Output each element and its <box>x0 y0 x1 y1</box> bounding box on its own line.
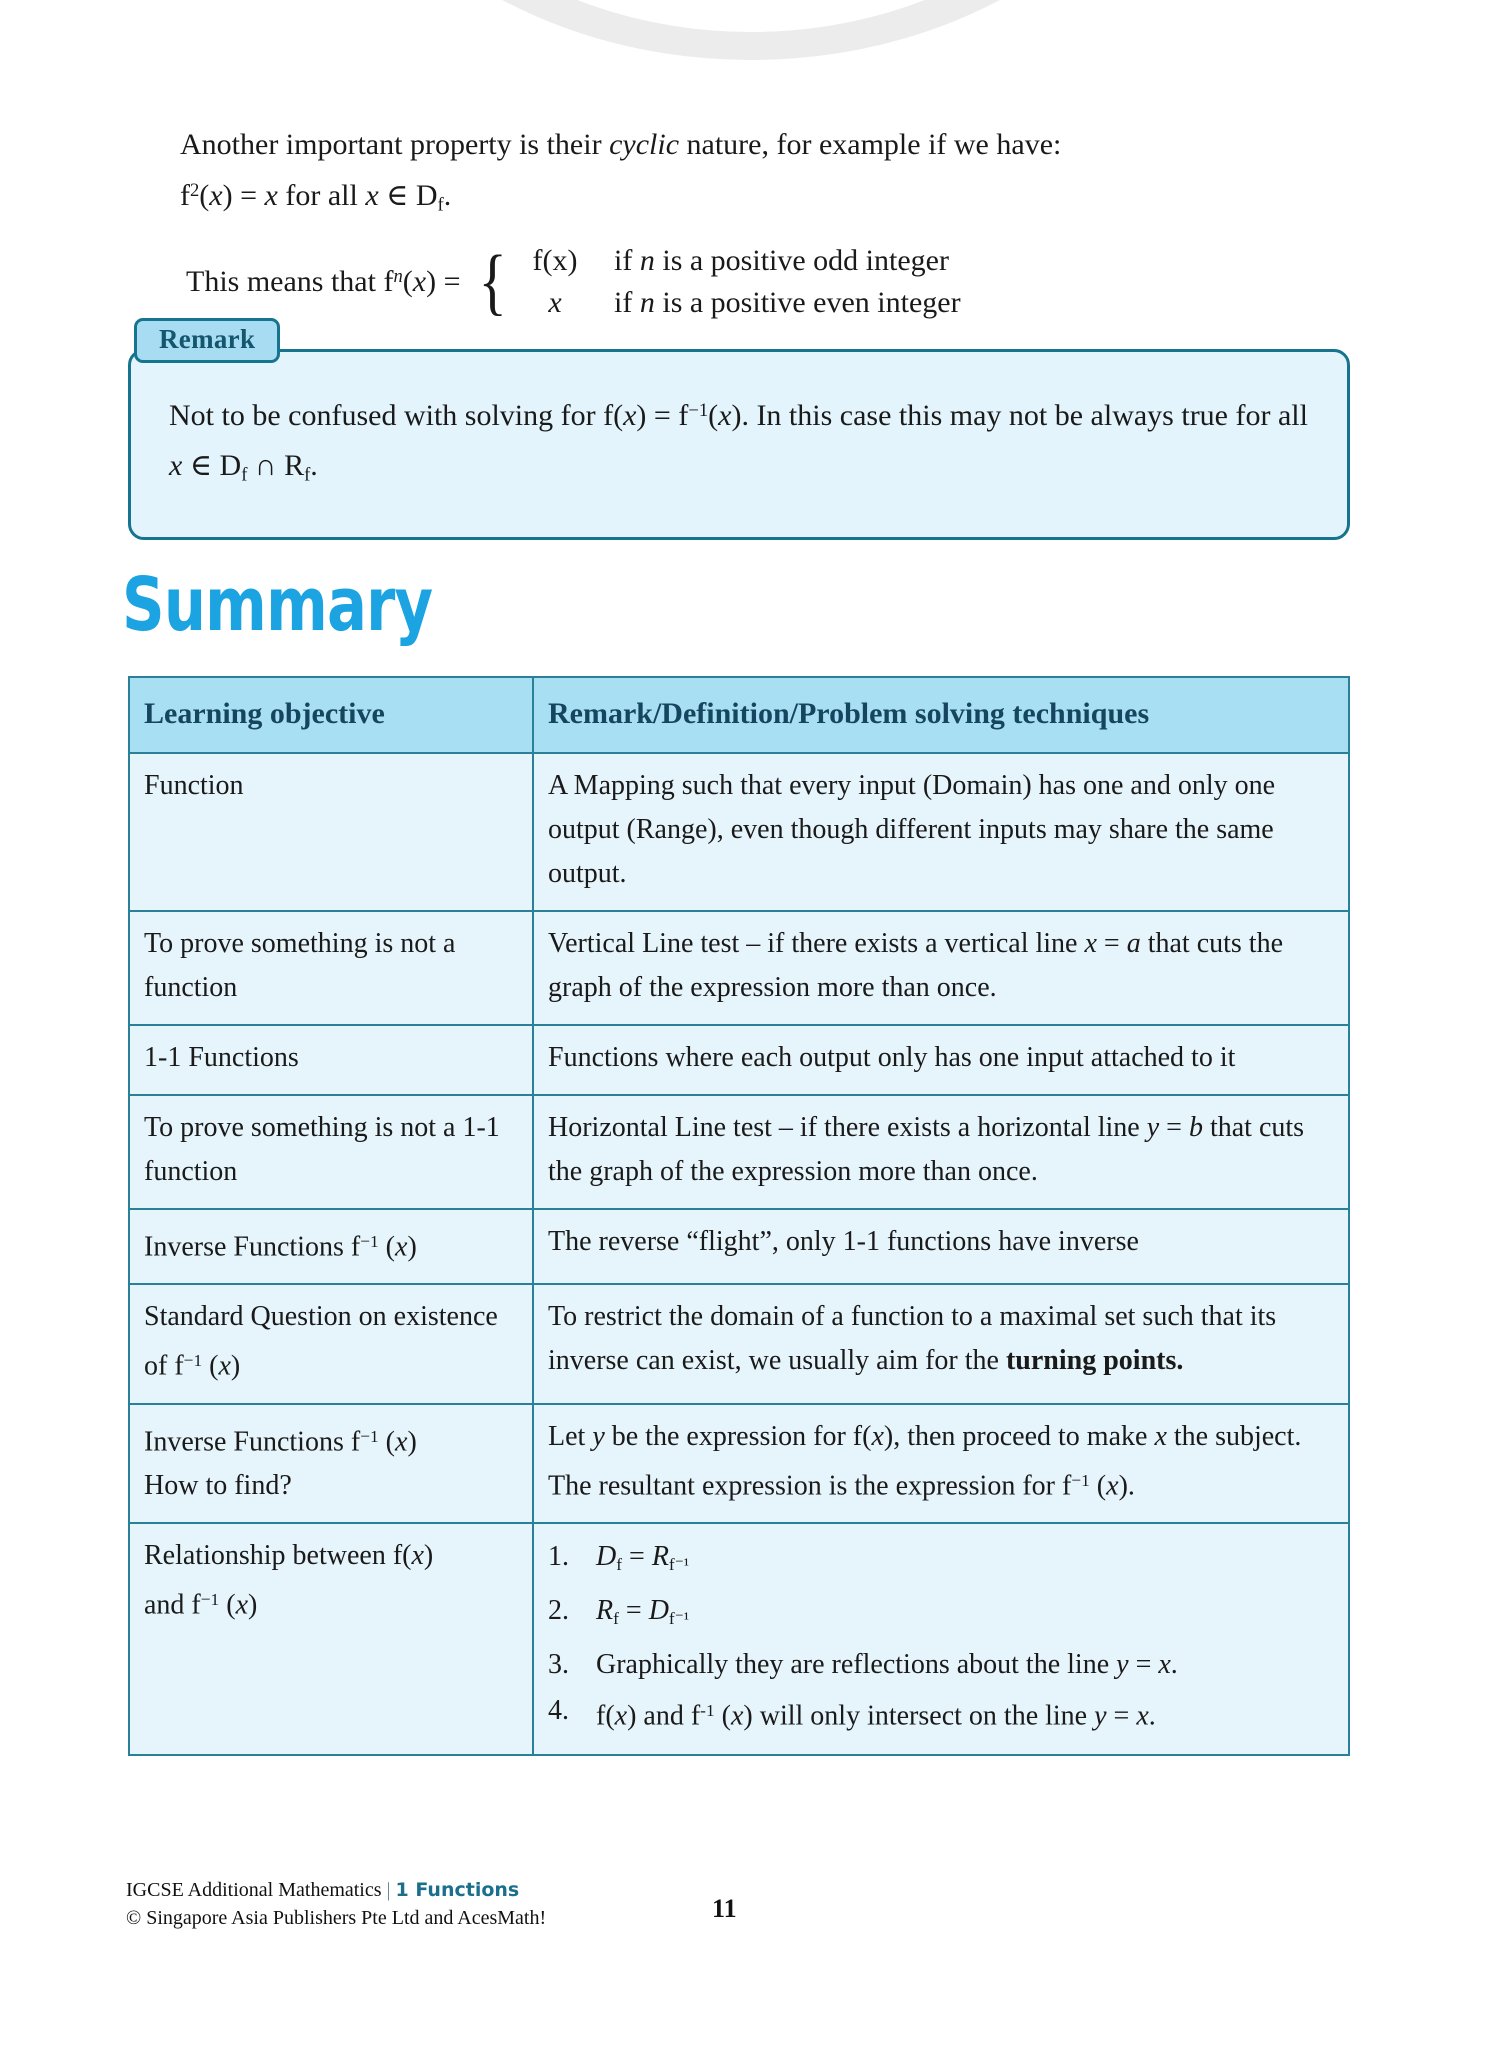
table-row <box>129 753 1349 911</box>
intro-x3: x <box>365 178 379 212</box>
piecewise-lead <box>186 265 461 299</box>
cell-detail: A Mapping such that every input (Domain) has one and only one output (Range), even though different inputs may share the same output. <box>533 753 1349 911</box>
piecewise-row-odd <box>516 240 961 282</box>
cell-objective: 1-1 Functions <box>129 1025 533 1095</box>
table-header-objective: Learning objective <box>129 677 533 753</box>
piecewise-equals: ) = <box>426 265 461 298</box>
table-row <box>129 1284 1349 1403</box>
intro-domain: ∈ D <box>378 178 438 212</box>
intro-formula-line <box>180 168 1180 229</box>
piecewise-value-odd: f(x) <box>532 244 578 277</box>
intro-paragraph <box>180 122 1180 229</box>
relationship-list <box>548 1534 1334 1740</box>
piecewise-exponent-n: n <box>393 266 403 288</box>
remark-text-a: Not to be confused with solving for f( <box>169 398 624 432</box>
remark-text-d: ). In this case this may not be always <box>731 398 1174 432</box>
cell-detail: To restrict the domain of a function to a maximal set such that its inverse can exist, we usually aim for the turning points. <box>533 1284 1349 1403</box>
intro-domain-sub: f <box>437 194 444 216</box>
intro-eq: ) = <box>222 178 265 212</box>
footer-line-1 <box>126 1876 546 1904</box>
intro-text-a: Another important property is their <box>180 128 610 161</box>
cell-detail: The reverse “flight”, only 1-1 functions have inverse <box>533 1209 1349 1284</box>
intro-x1: x <box>209 178 223 212</box>
remark-text-b: ) = f <box>636 398 689 432</box>
page-number: 11 <box>712 1894 737 1923</box>
table-row <box>129 1523 1349 1755</box>
remark-text-h: . <box>310 448 318 482</box>
cell-objective: Inverse Functions $f^{-1}$ (x) How to find? <box>129 1404 533 1523</box>
piecewise-definition <box>186 240 961 324</box>
list-item: 4. f(x) and $f^{-1}$ (x) will only intersect on the line y = x. <box>548 1695 1156 1732</box>
table-header-row <box>129 677 1349 753</box>
intro-forall: for all <box>277 178 366 212</box>
remark-x1: x <box>623 398 637 432</box>
table-row <box>129 1095 1349 1209</box>
intro-period: . <box>443 178 452 212</box>
intro-paren-open: ( <box>199 178 210 212</box>
footer-copyright: © Singapore Asia Publishers Pte Ltd and AcesMath! <box>126 1907 547 1929</box>
page-top-arc-inner <box>341 0 1161 32</box>
piecewise-condition-even: if n is a positive even integer <box>614 286 961 319</box>
remark-callout <box>128 318 1350 540</box>
page-footer <box>126 1876 546 1932</box>
table-row <box>129 911 1349 1025</box>
cell-detail: Functions where each output only has one input attached to it <box>533 1025 1349 1095</box>
remark-tab-label: Remark <box>134 318 280 363</box>
cell-detail: Horizontal Line test – if there exists a horizontal line y = b that cuts the graph of the expression more than once. <box>533 1095 1349 1209</box>
remark-sub1: f <box>241 464 248 486</box>
cell-objective: Relationship between f(x) and $f^{-1}$ (x) <box>129 1523 533 1755</box>
cell-objective: To prove something is not a 1-1 function <box>129 1095 533 1209</box>
cell-objective: Inverse Functions $f^{-1}$ (x) <box>129 1209 533 1284</box>
remark-x2: x <box>718 398 732 432</box>
piecewise-rows <box>516 240 961 324</box>
list-item: 2. $R_f = D_{f^{-1}}$ <box>548 1595 690 1629</box>
piecewise-lead-a: This means that f <box>186 265 394 298</box>
cell-detail: Vertical Line test – if there exists a vertical line x = a that cuts the graph of the expression more than once. <box>533 911 1349 1025</box>
table-header-remark: Remark/Definition/Problem solving techniques <box>533 677 1349 753</box>
intro-x2: x <box>264 178 278 212</box>
remark-box-body <box>128 349 1350 540</box>
piecewise-x: x <box>412 265 427 298</box>
remark-x3: x <box>169 448 183 482</box>
intro-text-b: nature, for example if we have: <box>679 128 1062 161</box>
intro-exponent: 2 <box>190 180 200 201</box>
remark-text-g: ∩ R <box>247 448 305 482</box>
summary-table <box>128 676 1350 1756</box>
piecewise-paren-open: ( <box>402 265 413 298</box>
footer-separator: | <box>381 1879 396 1901</box>
cell-detail: Let y be the expression for f(x), then proceed to make x the subject. The resultant expression is the expression for $f^{-1}$ (x). <box>533 1404 1349 1523</box>
footer-book-title: IGCSE Additional Mathematics <box>126 1879 382 1901</box>
summary-heading: Summary <box>122 562 433 648</box>
table-row <box>129 1209 1349 1284</box>
remark-inverse-sup: −1 <box>688 400 709 421</box>
cell-objective: To prove something is not a function <box>129 911 533 1025</box>
remark-sub2: f <box>304 464 311 486</box>
curly-brace-icon: { <box>478 241 507 323</box>
list-item: 3. Graphically they are reflections about the line y = x. <box>548 1649 1178 1681</box>
intro-cyclic-italic: cyclic <box>609 128 680 161</box>
cell-detail-list <box>533 1523 1349 1755</box>
table-row <box>129 1025 1349 1095</box>
cell-objective: Function <box>129 753 533 911</box>
footer-chapter: 1 Functions <box>395 1879 520 1901</box>
remark-text-c: ( <box>708 398 719 432</box>
piecewise-condition-odd: if n is a positive odd integer <box>614 244 949 277</box>
remark-text-f: ∈ D <box>182 448 242 482</box>
intro-f: f <box>180 178 190 212</box>
cell-objective: Standard Question on existence of $f^{-1}$ (x) <box>129 1284 533 1403</box>
piecewise-value-even: x <box>548 286 562 319</box>
remark-text-e: true for all <box>1181 398 1308 432</box>
table-row <box>129 1404 1349 1523</box>
list-item: 1. $D_f = R_{f^{-1}}$ <box>548 1540 690 1575</box>
